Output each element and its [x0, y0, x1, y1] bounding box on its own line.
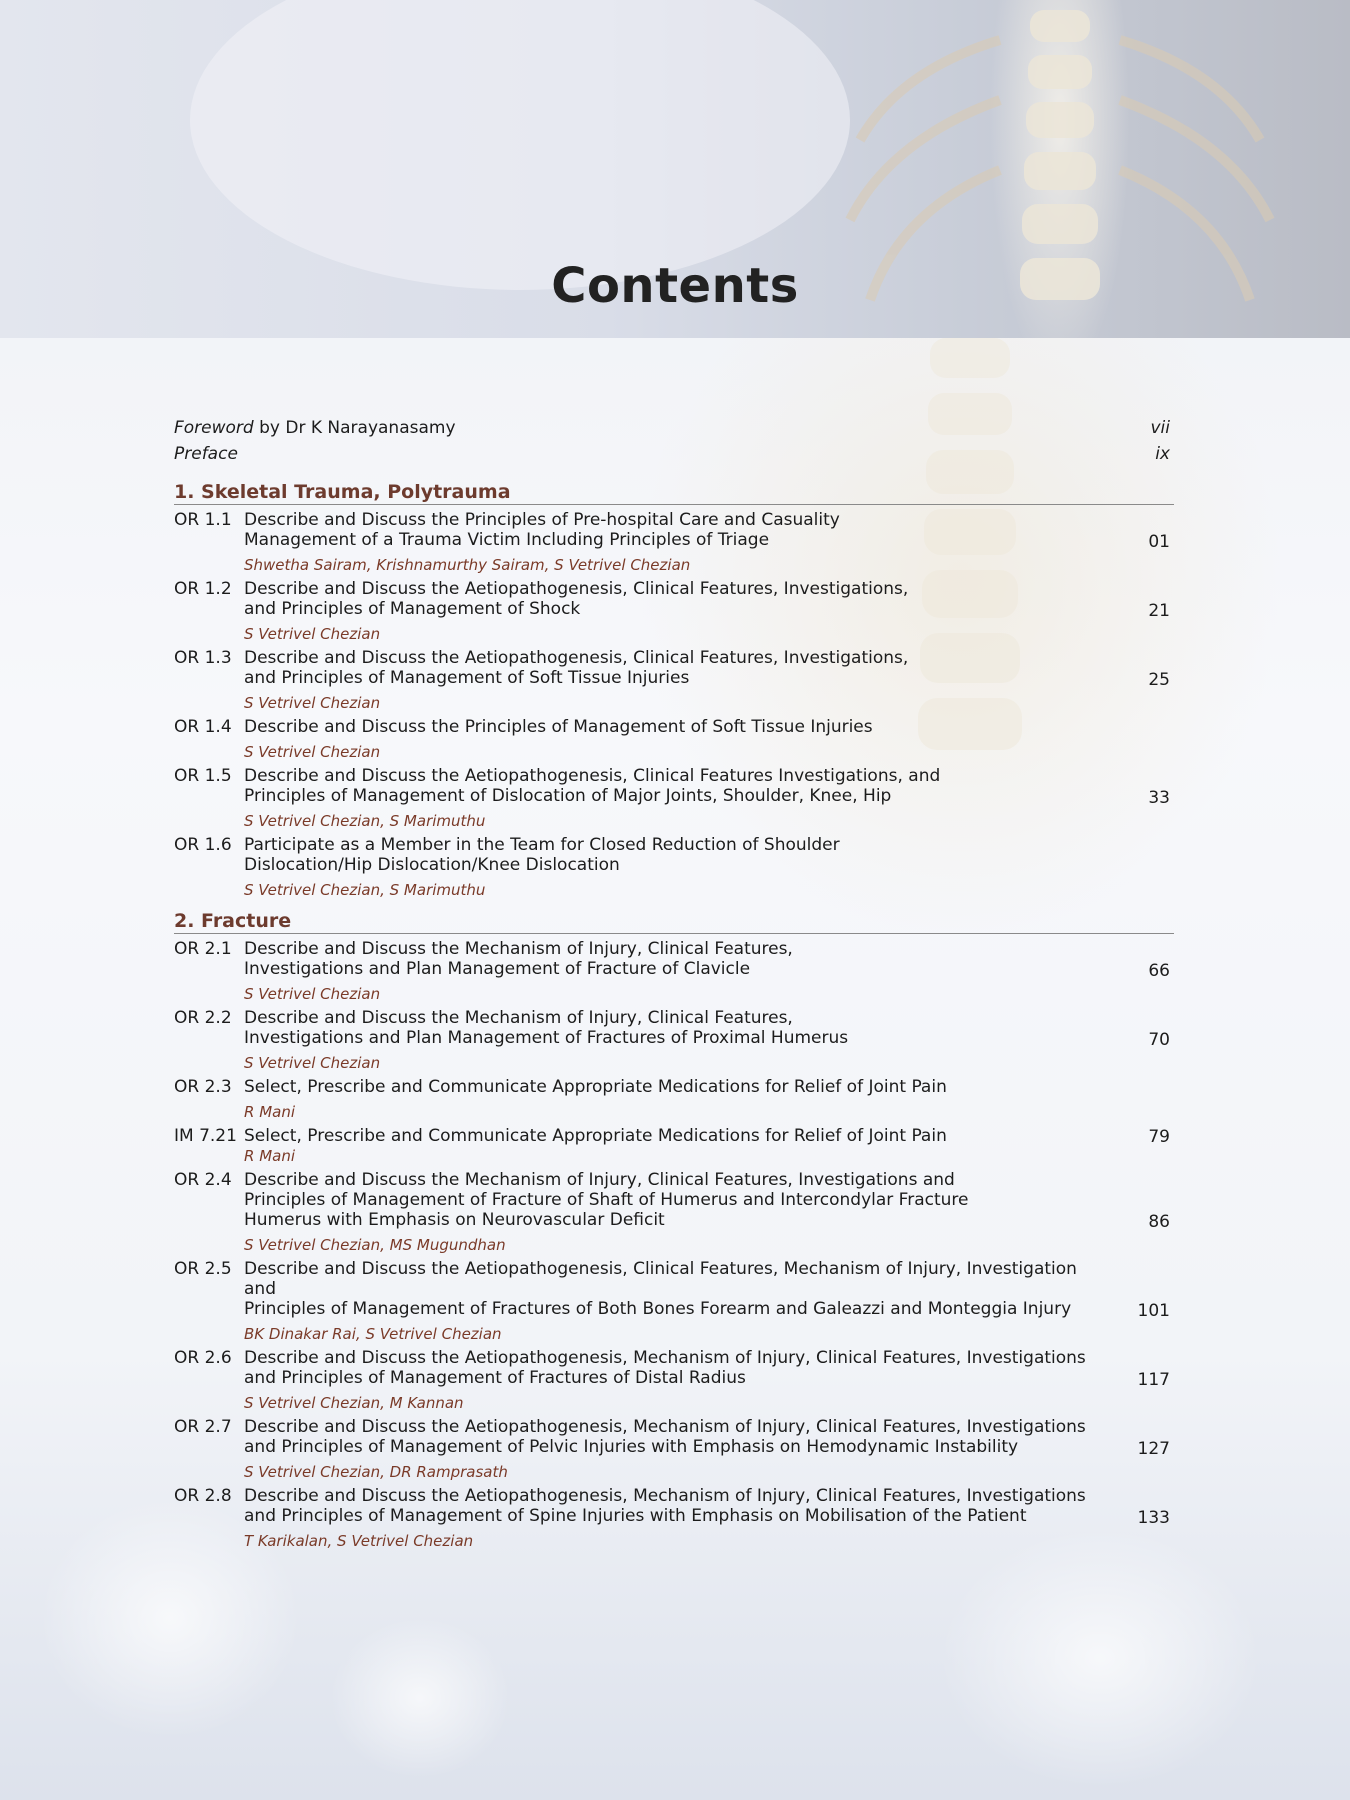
- entry-title: Describe and Discuss the Mechanism of Injury, Clinical Features, Investigations and Plan Management of Fractures of Proximal Humerus: [244, 1008, 849, 1048]
- table-of-contents: [174, 418, 1174, 1556]
- page-number: 01: [1148, 532, 1170, 552]
- section-heading: 2. Fracture: [174, 911, 1174, 934]
- entry-code: OR 2.7: [174, 1417, 232, 1437]
- page-number: 86: [1148, 1212, 1170, 1232]
- toc-entry[interactable]: [174, 1486, 1174, 1550]
- frontmatter-row[interactable]: [174, 418, 1174, 444]
- entry-authors: S Vetrivel Chezian, M Kannan: [244, 1394, 464, 1412]
- entry-title: Participate as a Member in the Team for Closed Reduction of Shoulder Dislocation/Hip Dislocation/Knee Dislocation: [244, 835, 840, 875]
- entry-code: OR 1.5: [174, 766, 232, 786]
- toc-entry[interactable]: [174, 835, 1174, 899]
- toc-entry[interactable]: [174, 1170, 1174, 1254]
- entry-title: Describe and Discuss the Aetiopathogenesis, Mechanism of Injury, Clinical Features, Investigations and Principles of Management of Fractures of Distal Radius: [244, 1348, 1086, 1388]
- page-number: 133: [1137, 1508, 1170, 1528]
- entry-authors: S Vetrivel Chezian, DR Ramprasath: [244, 1463, 508, 1481]
- entry-title: Select, Prescribe and Communicate Appropriate Medications for Relief of Joint Pain: [244, 1126, 947, 1146]
- entry-code: IM 7.21: [174, 1126, 237, 1146]
- toc-entry[interactable]: [174, 510, 1174, 574]
- toc-entry[interactable]: [174, 1008, 1174, 1072]
- entry-code: OR 1.2: [174, 579, 232, 599]
- toc-entry[interactable]: [174, 1417, 1174, 1481]
- page-number: ix: [1155, 444, 1170, 464]
- section-heading: 1. Skeletal Trauma, Polytrauma: [174, 482, 1174, 505]
- entry-title: Describe and Discuss the Mechanism of Injury, Clinical Features, Investigations and Principles of Management of Fracture of Shaft of Humerus and Intercondylar Fracture Humerus with Emphasis on Neurovascular Deficit: [244, 1170, 969, 1230]
- entry-title: Describe and Discuss the Aetiopathogenesis, Mechanism of Injury, Clinical Features, Investigations and Principles of Management of Pelvic Injuries with Emphasis on Hemodynamic Instability: [244, 1417, 1086, 1457]
- entry-title: Select, Prescribe and Communicate Appropriate Medications for Relief of Joint Pain: [244, 1077, 947, 1097]
- entry-authors: S Vetrivel Chezian, S Marimuthu: [244, 881, 486, 899]
- entry-authors: Shwetha Sairam, Krishnamurthy Sairam, S Vetrivel Chezian: [244, 556, 691, 574]
- page-number: 70: [1148, 1030, 1170, 1050]
- page-number: vii: [1150, 418, 1170, 438]
- entry-authors: S Vetrivel Chezian: [244, 625, 381, 643]
- entry-code: OR 2.4: [174, 1170, 232, 1190]
- frontmatter-row[interactable]: [174, 444, 1174, 470]
- entry-authors: R Mani: [244, 1147, 295, 1165]
- entry-title: Describe and Discuss the Aetiopathogenesis, Clinical Features Investigations, and Principles of Management of Dislocation of Major Joints, Shoulder, Knee, Hip: [244, 766, 941, 806]
- toc-entry[interactable]: [174, 579, 1174, 643]
- entry-code: OR 1.6: [174, 835, 232, 855]
- entry-code: OR 1.4: [174, 717, 232, 737]
- entry-authors: S Vetrivel Chezian: [244, 1054, 381, 1072]
- entry-authors: S Vetrivel Chezian: [244, 743, 381, 761]
- page-number: 127: [1137, 1439, 1170, 1459]
- toc-entry[interactable]: [174, 1077, 1174, 1121]
- entry-title: Describe and Discuss the Aetiopathogenesis, Mechanism of Injury, Clinical Features, Investigations and Principles of Management of Spine Injuries with Emphasis on Mobilisation of the Patient: [244, 1486, 1086, 1526]
- entry-code: OR 2.3: [174, 1077, 232, 1097]
- page-number: 101: [1137, 1301, 1170, 1321]
- entry-code: OR 2.5: [174, 1259, 232, 1279]
- entry-authors: S Vetrivel Chezian: [244, 985, 381, 1003]
- page-title: Contents: [551, 258, 799, 314]
- entry-code: OR 1.1: [174, 510, 232, 530]
- page-number: 21: [1148, 601, 1170, 621]
- toc-entry[interactable]: [174, 1348, 1174, 1412]
- entry-title: Describe and Discuss the Aetiopathogenesis, Clinical Features, Mechanism of Injury, Investigation and Principles of Management of Fractures of Both Bones Forearm and Galeazzi and Monteggia Injury: [244, 1259, 1077, 1319]
- entry-title: Describe and Discuss the Aetiopathogenesis, Clinical Features, Investigations, and Principles of Management of Soft Tissue Injuries: [244, 648, 909, 688]
- toc-entry[interactable]: [174, 1126, 1174, 1165]
- entry-code: OR 1.3: [174, 648, 232, 668]
- entry-code: OR 2.1: [174, 939, 232, 959]
- entry-title: Describe and Discuss the Mechanism of Injury, Clinical Features, Investigations and Plan Management of Fracture of Clavicle: [244, 939, 793, 979]
- entry-code: OR 2.8: [174, 1486, 232, 1506]
- toc-entry[interactable]: [174, 766, 1174, 830]
- toc-entry[interactable]: [174, 1259, 1174, 1343]
- toc-entry[interactable]: [174, 717, 1174, 761]
- entry-title: Describe and Discuss the Aetiopathogenesis, Clinical Features, Investigations, and Principles of Management of Shock: [244, 579, 909, 619]
- entry-authors: R Mani: [244, 1103, 295, 1121]
- entry-authors: S Vetrivel Chezian, MS Mugundhan: [244, 1236, 506, 1254]
- frontmatter-label: Preface: [174, 444, 238, 464]
- toc-entry[interactable]: [174, 648, 1174, 712]
- entry-authors: BK Dinakar Rai, S Vetrivel Chezian: [244, 1325, 502, 1343]
- page-number: 25: [1148, 670, 1170, 690]
- page-number: 79: [1148, 1127, 1170, 1147]
- page-number: 66: [1148, 961, 1170, 981]
- page-number: 33: [1148, 788, 1170, 808]
- entry-authors: T Karikalan, S Vetrivel Chezian: [244, 1532, 474, 1550]
- toc-entry[interactable]: [174, 939, 1174, 1003]
- entry-code: OR 2.6: [174, 1348, 232, 1368]
- entry-title: Describe and Discuss the Principles of Management of Soft Tissue Injuries: [244, 717, 873, 737]
- entry-code: OR 2.2: [174, 1008, 232, 1028]
- entry-authors: S Vetrivel Chezian, S Marimuthu: [244, 812, 486, 830]
- page-number: 117: [1137, 1370, 1170, 1390]
- frontmatter-label: Foreword by Dr K Narayanasamy: [174, 418, 456, 438]
- entry-authors: S Vetrivel Chezian: [244, 694, 381, 712]
- entry-title: Describe and Discuss the Principles of Pre-hospital Care and Casuality Management of a Trauma Victim Including Principles of Triage: [244, 510, 840, 550]
